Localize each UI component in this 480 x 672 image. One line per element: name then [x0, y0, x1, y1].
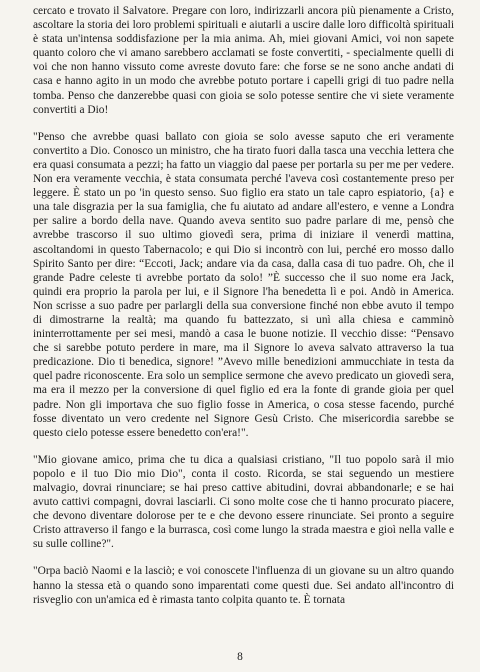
paragraph: "Mio giovane amico, prima che tu dica a qualsiasi cristiano, "Il tuo popolo sarà il mio popolo e il tuo Dio mio Dio", conta il costo. Ricorda, se stai seguendo un mestiere malvagio, dovrai rinunciare; se hai preso cattive abitudini, dovrai abbandonarle; e se hai avuto cattivi compagni, dovrai lasciarli. Ci sono molte cose che ti hanno procurato piacere, che devono diventare dolorose per te e che devono essere rinunciate. Sei pronto a seguire Cristo attraverso il fango e la burrasca, così come lungo la strada maestra e gioì nella valle e su sulle colline?". [33, 453, 454, 551]
paragraph: cercato e trovato il Salvatore. Pregare con loro, indirizzarli ancora più pienamente a Cristo, ascoltare la storia dei loro problemi spirituali e aiutarli a uscire dalle loro difficoltà spirituali è stata un'intensa soddisfazione per la mia anima. Ah, miei giovani Amici, voi non sapete quanto coloro che vi amano sarebbero acclamati se foste convertiti, - specialmente quelli di voi che non hanno vissuto come avreste dovuto fare: che forse se ne sono anche andati di casa e hanno agito in un modo che avrebbe potuto portare i capelli grigi di tuo padre nella tomba. Penso che danzerebbe quasi con gioia se solo potesse sentire che vi siete veramente convertiti a Dio! [33, 5, 454, 116]
page-number: 8 [237, 651, 243, 663]
paragraph: "Orpa baciò Naomi e la lasciò; e voi conoscete l'influenza di un giovane su un altro quando hanno la stessa età o quando sono imparentati come questi due. Sei andato all'incontro di risveglio con un'amica ed è rimasta tanto colpita quanto te. È tornata [33, 565, 454, 606]
paragraph: "Penso che avrebbe quasi ballato con gioia se solo avesse saputo che eri veramente convertito a Dio. Conosco un ministro, che ha tirato fuori dalla tasca una vecchia lettera che era quasi consumata a pezzi; ha fatto un viaggio dal paese per portarla su per me per vedere. Non era veramente vecchia, è stata consumata perché l'aveva così costantemente preso per leggere. È stato un po 'in questo senso. Suo figlio era stato un tale capro espiatorio, {a} e una tale disgrazia per la sua famiglia, che fu aiutato ad andare all'estero, e venne a Londra per salire a bordo della nave. Quando aveva sentito suo padre parlare di me, pensò che avrebbe trascorso il suo ultimo giovedì sera, prima di iniziare il venerdì mattina, ascoltandomi in questo Tabernacolo; e qui Dio si incontrò con lui, perché ero mosso dallo Spirito Santo per dire: “Eccoti, Jack; andare via da casa, dalla casa di tuo padre. Oh, che il grande Padre celeste ti avrebbe portato da solo! ”È successo che il suo nome era Jack, quindi era proprio la parola per lui, e il Signore l'ha benedetta lì e poi. Andò in America. Non scrisse a suo padre per parlargli della sua conversione finché non ebbe avuto il tempo di dimostrarne la realtà; ma quando fu battezzato, si unì alla chiesa e camminò ininterrottamente per sei mesi, mandò a casa le buone notizie. Il vecchio disse: “Pensavo che si sarebbe potuto perdere in mare, ma il Signore lo aveva salvato attraverso la tua predicazione. Dio ti benedica, signore! ”Avevo mille benedizioni ammucchiate in testa da quel padre riconoscente. Era solo un semplice sermone che avevo predicato un giovedì sera, ma era il mezzo per la conversione di quel figlio ed era la fonte di grande gioia per quel padre. Non gli importava che suo figlio fosse in America, o cosa stesse facendo, purché fosse diventato un vero credente nel Signore Gesù Cristo. Che misericordia sarebbe se questo cielo potesse essere benedetto con'era!". [33, 130, 454, 439]
